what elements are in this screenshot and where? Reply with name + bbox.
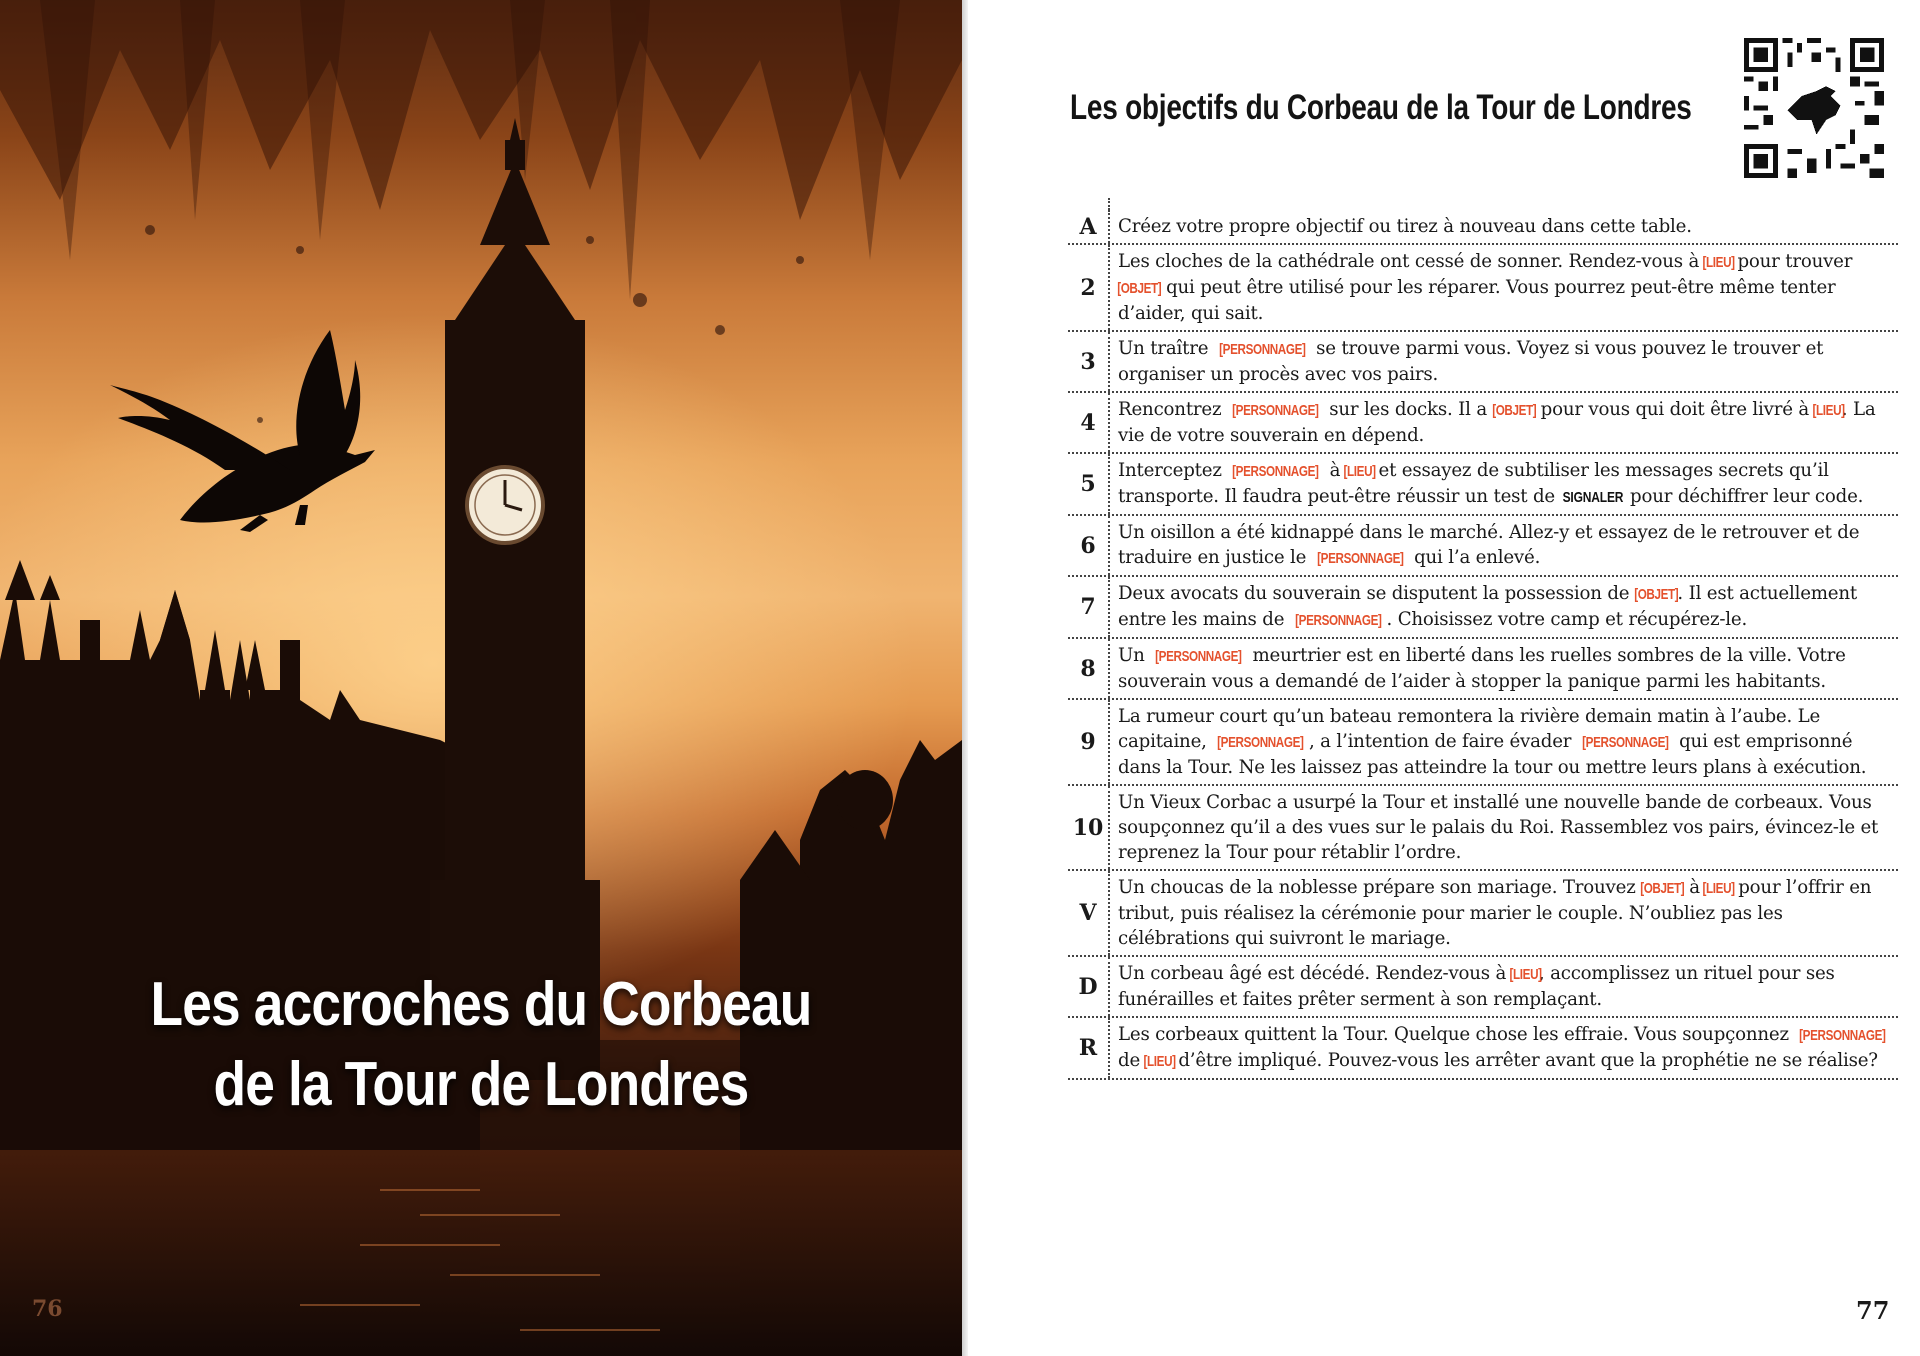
qr-code-icon[interactable] [1744, 38, 1884, 178]
table-row [1068, 577, 1898, 639]
placeholder-tag: [PERSONNAGE] [1155, 648, 1242, 665]
table-row [1068, 245, 1898, 332]
row-key: 7 [1068, 577, 1110, 637]
table-row [1068, 957, 1898, 1018]
table-row [1068, 516, 1898, 577]
placeholder-tag: [LIEU] [1702, 254, 1735, 271]
text-segment: pour l’offrir en tribut, puis réalisez la cérémonie pour marier le couple. N’oubliez pas les célébrations qui suivront le mariage. [1118, 877, 1872, 949]
text-segment: , accomplissez un rituel pour ses funérailles et faites prêter serment à son remplaçant. [1118, 963, 1835, 1010]
table-row [1068, 871, 1898, 957]
left-title-line-2: de la Tour de Londres [213, 1050, 749, 1119]
text-segment: se trouve parmi vous. Voyez si vous pouvez le trouver et organiser un procès avec vos pairs. [1118, 338, 1824, 385]
row-text [1110, 577, 1898, 637]
row-text [1110, 210, 1692, 243]
row-key: 6 [1068, 516, 1110, 575]
text-segment: . Il est actuellement entre les mains de [1118, 583, 1857, 630]
text-segment: Un corbeau âgé est décédé. Rendez-vous à [1118, 963, 1512, 984]
text-segment: Un oisillon a été kidnappé dans le marché. Allez-y et essayez de le retrouver et de traduire en justice le [1118, 522, 1860, 568]
table-top-border [1068, 198, 1110, 210]
placeholder-tag: [PERSONNAGE] [1217, 734, 1304, 751]
text-segment: qui l’a enlevé. [1408, 547, 1541, 568]
row-text [1110, 700, 1898, 784]
right-page [968, 0, 1920, 1356]
left-page-title [119, 965, 843, 1125]
placeholder-tag: [PERSONNAGE] [1317, 550, 1404, 567]
row-text [1110, 639, 1898, 698]
text-segment: et essayez de subtiliser les messages secrets qu’il transporte. Il faudra peut-être réussir un test de [1118, 460, 1829, 507]
row-text [1110, 332, 1898, 391]
table-row [1068, 210, 1898, 245]
text-segment: Un Vieux Corbac a usurpé la Tour et installé une nouvelle bande de corbeaux. Vous soupçonnez qu’il a des vues sur le palais du Roi. Rassemblez vos pairs, évincez-le et reprenez la Tour pour rétablir l’ordre. [1118, 792, 1879, 863]
text-segment: Les corbeaux quittent la Tour. Quelque chose les effraie. Vous soupçonnez [1118, 1024, 1795, 1045]
text-segment: Un traître [1118, 338, 1214, 359]
row-text [1110, 393, 1898, 452]
row-key: A [1068, 210, 1110, 243]
text-segment: pour vous qui doit être livré à [1535, 399, 1815, 420]
row-text [1110, 516, 1898, 575]
text-segment: Créez votre propre objectif ou tirez à nouveau dans cette table. [1118, 216, 1692, 237]
table-row [1068, 1018, 1898, 1080]
text-segment: Rencontrez [1118, 399, 1227, 420]
left-title-line-1: Les accroches du Corbeau [150, 970, 812, 1039]
objectives-table [1068, 198, 1898, 1080]
text-segment: Deux avocats du souverain se disputent la possession de [1118, 583, 1635, 604]
placeholder-tag: [PERSONNAGE] [1295, 612, 1382, 629]
row-key: 4 [1068, 393, 1110, 452]
placeholder-tag: [LIEU] [1509, 966, 1542, 983]
table-row [1068, 332, 1898, 393]
row-key: 2 [1068, 245, 1110, 330]
placeholder-tag: [LIEU] [1703, 880, 1736, 897]
row-text [1110, 245, 1898, 330]
placeholder-tag: [PERSONNAGE] [1799, 1027, 1886, 1044]
right-page-title: Les objectifs du Corbeau de la Tour de Londres [1070, 88, 1692, 127]
row-key: R [1068, 1018, 1110, 1078]
text-segment: d’être impliqué. Pouvez-vous les arrêter avant que la prophétie ne se réalise? [1172, 1050, 1878, 1071]
row-key: 10 [1068, 786, 1110, 869]
placeholder-tag: [OBJET] [1634, 586, 1679, 603]
table-row [1068, 639, 1898, 700]
row-key: 8 [1068, 639, 1110, 698]
row-text [1110, 1018, 1898, 1078]
text-segment: Un choucas de la noblesse prépare son mariage. Trouvez [1118, 877, 1642, 898]
text-segment: La rumeur court qu’un bateau remontera la rivière demain matin à l’aube. Le capitaine, [1118, 706, 1821, 752]
row-key: 9 [1068, 700, 1110, 784]
placeholder-tag: [OBJET] [1117, 280, 1162, 297]
text-segment: de [1118, 1050, 1146, 1071]
placeholder-tag: [PERSONNAGE] [1232, 463, 1319, 480]
text-segment: Interceptez [1118, 460, 1228, 481]
table-row [1068, 393, 1898, 454]
placeholder-tag: [OBJET] [1640, 880, 1685, 897]
text-segment: Un [1118, 645, 1151, 666]
page-number-left: 76 [32, 1296, 63, 1322]
placeholder-tag: [LIEU] [1343, 463, 1376, 480]
text-segment: , a l’intention de faire évader [1308, 731, 1577, 752]
row-key: V [1068, 871, 1110, 955]
placeholder-tag: [LIEU] [1143, 1053, 1176, 1070]
row-text [1110, 454, 1898, 514]
row-text [1110, 957, 1898, 1016]
text-segment: qui peut être utilisé pour les réparer. Vous pourrez peut-être même tenter d’aider, qui sait. [1118, 277, 1836, 324]
row-key: D [1068, 957, 1110, 1016]
row-key: 3 [1068, 332, 1110, 391]
text-segment: qui est emprisonné dans la Tour. Ne les laissez pas atteindre la tour ou mettre leurs plans à exécution. [1118, 731, 1867, 778]
text-segment: à [1323, 460, 1346, 481]
row-text [1110, 786, 1898, 869]
text-segment: pour trouver [1731, 251, 1853, 272]
text-segment: Les cloches de la cathédrale ont cessé de sonner. Rendez-vous à [1118, 251, 1705, 272]
placeholder-tag: [LIEU] [1812, 402, 1845, 419]
text-segment: . Choisissez votre camp et récupérez-le. [1386, 609, 1748, 630]
text-segment: sur les docks. Il a [1323, 399, 1493, 420]
table-row [1068, 786, 1898, 871]
text-segment: . La vie de votre souverain en dépend. [1118, 399, 1876, 446]
placeholder-tag: [PERSONNAGE] [1232, 402, 1319, 419]
table-row [1068, 454, 1898, 516]
placeholder-tag: [OBJET] [1491, 402, 1536, 419]
placeholder-tag: [PERSONNAGE] [1582, 734, 1669, 751]
table-row [1068, 700, 1898, 786]
placeholder-tag: [PERSONNAGE] [1219, 341, 1306, 358]
text-segment: pour déchiffrer leur code. [1624, 486, 1864, 507]
row-key: 5 [1068, 454, 1110, 514]
text-segment: meurtrier est en liberté dans les ruelles sombres de la ville. Votre souverain vous a demandé de l’aider à stopper la panique parmi les habitants. [1118, 645, 1846, 692]
row-text [1110, 871, 1898, 955]
skill-tag: SIGNALER [1562, 489, 1623, 506]
text-segment: à [1683, 877, 1706, 898]
page-number-right: 77 [1856, 1296, 1890, 1325]
